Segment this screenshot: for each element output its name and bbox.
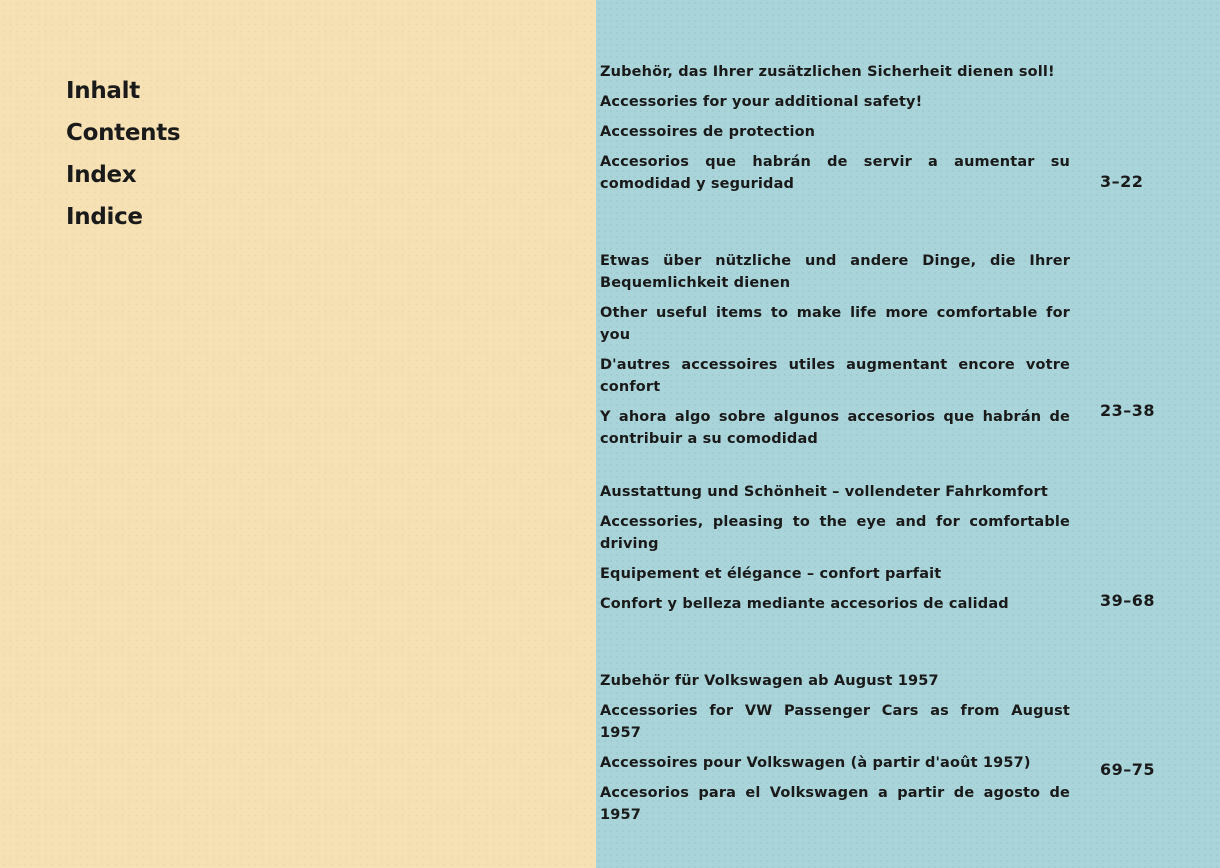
toc-section-4 xyxy=(600,670,1070,834)
toc-entry-spanish: Confort y belleza mediante accesorios de calidad xyxy=(600,596,1009,612)
toc-entry-french: Accessoires de protection xyxy=(600,124,816,140)
toc-entry-english: Other useful items to make life more comfortable for you xyxy=(600,305,1070,343)
toc-entry-english: Accessories, pleasing to the eye and for comfortable driving xyxy=(600,514,1070,552)
toc-section-2 xyxy=(600,250,1070,458)
toc-page-range-3: 39–68 xyxy=(1100,591,1156,610)
heading-spanish: Indice xyxy=(66,204,143,230)
toc-entry-french: Accessoires pour Volkswagen (à partir d'août 1957) xyxy=(600,755,1031,771)
heading-english: Contents xyxy=(66,120,181,146)
toc-entry-french: D'autres accessoires utiles augmentant encore votre confort xyxy=(600,357,1070,395)
contents-headings xyxy=(66,70,180,238)
toc-entry-english: Accessories for VW Passenger Cars as from August 1957 xyxy=(600,703,1070,741)
toc-entry-german: Etwas über nützliche und andere Dinge, die Ihrer Bequemlichkeit dienen xyxy=(600,253,1070,291)
toc-section-1 xyxy=(600,61,1070,203)
heading-german: Inhalt xyxy=(66,78,140,104)
toc-entry-english: Accessories for your additional safety! xyxy=(600,94,923,110)
toc-page-range-1: 3–22 xyxy=(1100,172,1144,191)
toc-entry-spanish: Accesorios que habrán de servir a aumentar su comodidad y seguridad xyxy=(600,154,1070,192)
toc-page-range-4: 69–75 xyxy=(1100,760,1156,779)
right-page xyxy=(596,0,1220,868)
toc-entry-german: Zubehör für Volkswagen ab August 1957 xyxy=(600,673,939,689)
toc-entry-french: Equipement et élégance – confort parfait xyxy=(600,566,942,582)
toc-entry-german: Zubehör, das Ihrer zusätzlichen Sicherheit dienen soll! xyxy=(600,64,1055,80)
toc-entry-spanish: Y ahora algo sobre algunos accesorios que habrán de contribuir a su comodidad xyxy=(600,409,1070,447)
toc-entry-spanish: Accesorios para el Volkswagen a partir de agosto de 1957 xyxy=(600,785,1070,823)
left-page xyxy=(0,0,596,868)
toc-page-range-2: 23–38 xyxy=(1100,401,1156,420)
toc-entry-german: Ausstattung und Schönheit – vollendeter Fahrkomfort xyxy=(600,484,1048,500)
heading-french: Index xyxy=(66,162,137,188)
toc-section-3 xyxy=(600,481,1070,623)
